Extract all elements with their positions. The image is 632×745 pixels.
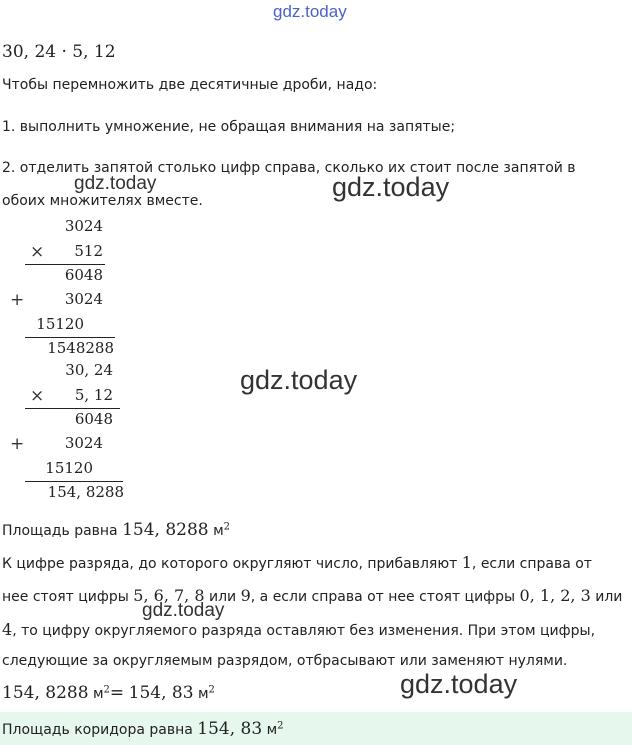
rounding-line-1: [2, 553, 592, 572]
partial-2: 3024: [64, 290, 103, 308]
partial-1: 6048: [74, 410, 113, 428]
watermark: gdz.today: [74, 173, 157, 194]
answer-value: 154, 83: [197, 719, 263, 739]
plus-sign: +: [10, 290, 25, 310]
rule-step-2-cont: обоих множителях вместе.: [2, 193, 203, 209]
answer-unit: м: [266, 722, 278, 738]
rule-line: [25, 264, 105, 265]
number: 1: [461, 553, 472, 572]
rule-step-2: 2. отделить запятой столько цифр справа, сколько их стоит после запятой в: [2, 160, 576, 176]
area-value: 154, 8288: [122, 520, 209, 540]
value-left: 154, 8288: [2, 683, 89, 703]
factor-b: 512: [74, 242, 103, 260]
header-watermark: gdz.today: [273, 2, 347, 21]
number: 0, 1, 2, 3: [519, 586, 591, 605]
product: 154, 8288: [47, 483, 124, 501]
area-unit-exp: 2: [223, 521, 231, 533]
partial-3: 15120: [45, 459, 93, 477]
unit-exp: 2: [103, 684, 110, 696]
rule-step-1: 1. выполнить умножение, не обращая внимания на запятые;: [2, 119, 456, 135]
value-right: 154, 83: [128, 683, 194, 703]
watermark: gdz.today: [142, 600, 225, 621]
partial-2: 3024: [64, 434, 103, 452]
answer-statement: [2, 719, 284, 739]
area-statement: [2, 520, 230, 540]
watermark: gdz.today: [332, 172, 450, 202]
factor-a: 30, 24: [65, 361, 113, 379]
rounding-line-3: [2, 620, 595, 639]
factor-b: 5, 12: [74, 386, 113, 404]
rounding-equation: [2, 683, 215, 703]
rule-line: [25, 337, 115, 338]
rounding-line-4: следующие за округляемым разрядом, отбрасывают или заменяют нулями.: [2, 653, 568, 669]
rule-line: [25, 481, 123, 482]
times-sign: ×: [30, 242, 45, 262]
text: , то цифру округляемого разряда оставляют без изменения. При этом цифры,: [12, 623, 596, 639]
times-sign: ×: [30, 386, 45, 406]
equals-sign: =: [109, 683, 125, 703]
rule-line: [25, 408, 120, 409]
product: 1548288: [47, 339, 114, 357]
unit-exp: 2: [208, 684, 215, 696]
number: 4: [2, 620, 13, 639]
watermark: gdz.today: [400, 669, 518, 699]
text: или: [595, 589, 623, 605]
number: 5, 6, 7, 8: [133, 586, 205, 605]
partial-1: 6048: [64, 266, 103, 284]
partial-3: 15120: [36, 315, 84, 333]
unit: м: [92, 686, 104, 702]
factor-a: 3024: [64, 217, 103, 235]
text: , если справа от: [471, 556, 592, 572]
text: , а если справа от нее стоят цифры: [250, 589, 516, 605]
text: нее стоят цифры: [2, 589, 129, 605]
text: К цифре разряда, до которого округляют число, прибавляют: [2, 556, 458, 572]
area-unit: м: [213, 523, 224, 539]
number: 9: [240, 586, 251, 605]
unit: м: [197, 686, 209, 702]
expression: 30, 24 · 5, 12: [2, 42, 116, 62]
text: или: [208, 589, 237, 605]
answer-unit-exp: 2: [277, 720, 284, 732]
rounding-line-2: [2, 586, 622, 605]
answer-label: Площадь коридора равна: [2, 722, 193, 738]
watermark: gdz.today: [240, 365, 358, 395]
plus-sign: +: [10, 434, 25, 454]
rule-intro: Чтобы перемножить две десятичные дроби, надо:: [2, 77, 378, 93]
area-label: Площадь равна: [2, 523, 118, 539]
answer-box: [0, 712, 632, 745]
